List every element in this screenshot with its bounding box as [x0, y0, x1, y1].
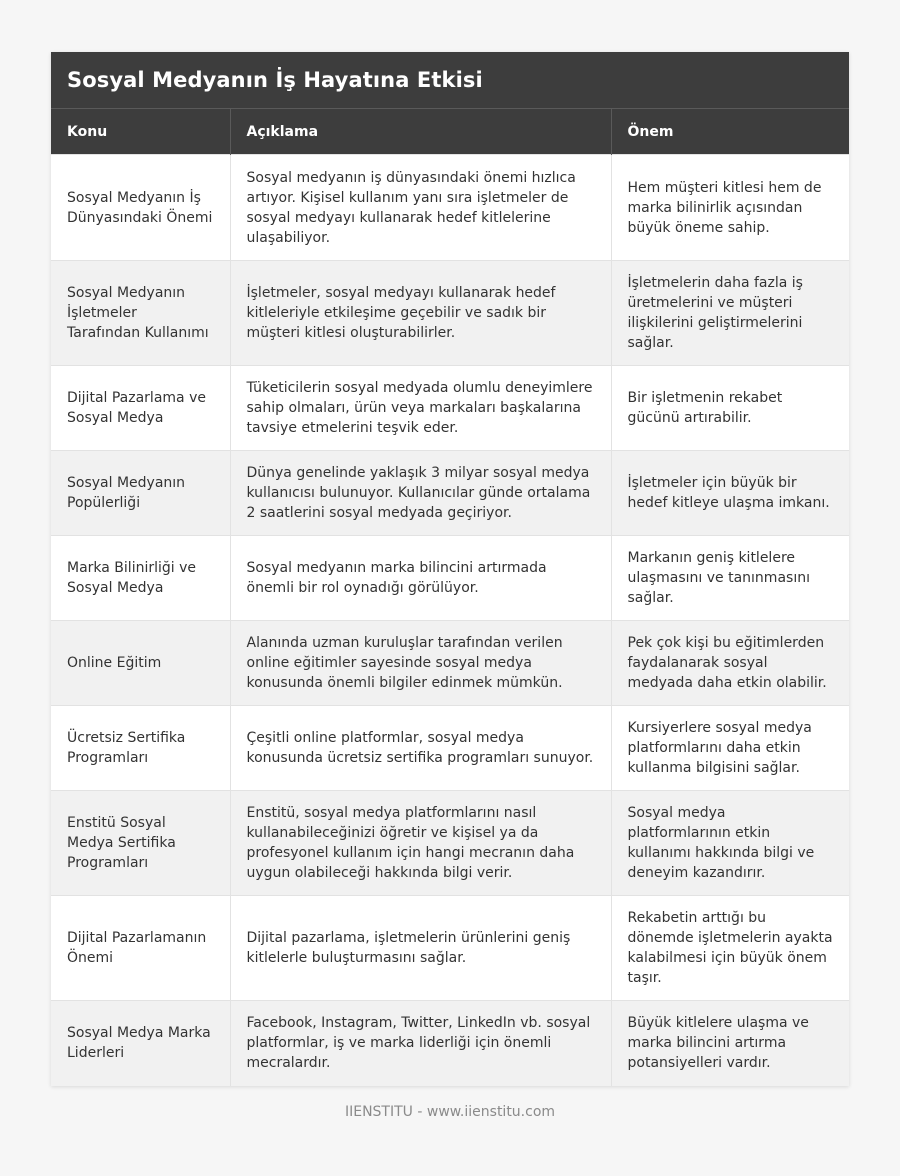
cell-onem: Hem müşteri kitlesi hem de marka bilinirlik açısından büyük öneme sahip.: [611, 155, 849, 261]
table-header-row: [51, 109, 849, 155]
cell-onem: Bir işletmenin rekabet gücünü artırabilir.: [611, 366, 849, 451]
cell-aciklama: İşletmeler, sosyal medyayı kullanarak hedef kitleleriyle etkileşime geçebilir ve sadık bir müşteri kitlesi oluşturabilirler.: [230, 261, 611, 366]
table-row: [51, 706, 849, 791]
table-row: [51, 366, 849, 451]
cell-konu: Dijital Pazarlama ve Sosyal Medya: [51, 366, 230, 451]
cell-konu: Ücretsiz Sertifika Programları: [51, 706, 230, 791]
cell-aciklama: Tüketicilerin sosyal medyada olumlu deneyimlere sahip olmaları, ürün veya markaları başkalarına tavsiye etmelerini teşvik eder.: [230, 366, 611, 451]
cell-onem: Pek çok kişi bu eğitimlerden faydalanarak sosyal medyada daha etkin olabilir.: [611, 621, 849, 706]
table-row: [51, 791, 849, 896]
header-onem: Önem: [611, 109, 849, 155]
page-title: Sosyal Medyanın İş Hayatına Etkisi: [67, 68, 483, 92]
cell-konu: Online Eğitim: [51, 621, 230, 706]
cell-konu: Sosyal Medyanın Popülerliği: [51, 451, 230, 536]
cell-onem: Kursiyerlere sosyal medya platformlarını daha etkin kullanma bilgisini sağlar.: [611, 706, 849, 791]
cell-konu: Sosyal Medyanın İş Dünyasındaki Önemi: [51, 155, 230, 261]
cell-konu: Enstitü Sosyal Medya Sertifika Programları: [51, 791, 230, 896]
cell-konu: Dijital Pazarlamanın Önemi: [51, 896, 230, 1001]
cell-aciklama: Çeşitli online platformlar, sosyal medya konusunda ücretsiz sertifika programları sunuyor.: [230, 706, 611, 791]
cell-aciklama: Sosyal medyanın marka bilincini artırmada önemli bir rol oynadığı görülüyor.: [230, 536, 611, 621]
table-row: [51, 451, 849, 536]
table-row: [51, 261, 849, 366]
cell-onem: Sosyal medya platformlarının etkin kullanımı hakkında bilgi ve deneyim kazandırır.: [611, 791, 849, 896]
cell-aciklama: Enstitü, sosyal medya platformlarını nasıl kullanabileceğinizi öğretir ve kişisel ya da profesyonel kullanım için hangi mecranın daha uygun olabileceği hakkında bilgi verir.: [230, 791, 611, 896]
table-row: [51, 155, 849, 261]
cell-aciklama: Dijital pazarlama, işletmelerin ürünlerini geniş kitlelerle buluşturmasını sağlar.: [230, 896, 611, 1001]
title-bar: [51, 52, 849, 108]
cell-onem: Rekabetin arttığı bu dönemde işletmelerin ayakta kalabilmesi için büyük önem taşır.: [611, 896, 849, 1001]
data-table: [51, 108, 849, 1086]
cell-onem: Markanın geniş kitlelere ulaşmasını ve tanınmasını sağlar.: [611, 536, 849, 621]
header-aciklama: Açıklama: [230, 109, 611, 155]
cell-aciklama: Facebook, Instagram, Twitter, LinkedIn vb. sosyal platformlar, iş ve marka liderliği için önemli mecralardır.: [230, 1001, 611, 1086]
table-row: [51, 1001, 849, 1086]
table-row: [51, 896, 849, 1001]
cell-onem: Büyük kitlelere ulaşma ve marka bilincini artırma potansiyelleri vardır.: [611, 1001, 849, 1086]
cell-konu: Sosyal Medyanın İşletmeler Tarafından Kullanımı: [51, 261, 230, 366]
content-card: [51, 52, 849, 1086]
cell-konu: Marka Bilinirliği ve Sosyal Medya: [51, 536, 230, 621]
cell-onem: İşletmelerin daha fazla iş üretmelerini ve müşteri ilişkilerini geliştirmelerini sağlar.: [611, 261, 849, 366]
cell-aciklama: Sosyal medyanın iş dünyasındaki önemi hızlıca artıyor. Kişisel kullanım yanı sıra işletmeler de sosyal medyayı kullanarak hedef kitlelerine ulaşabiliyor.: [230, 155, 611, 261]
cell-onem: İşletmeler için büyük bir hedef kitleye ulaşma imkanı.: [611, 451, 849, 536]
cell-konu: Sosyal Medya Marka Liderleri: [51, 1001, 230, 1086]
cell-aciklama: Dünya genelinde yaklaşık 3 milyar sosyal medya kullanıcısı bulunuyor. Kullanıcılar günde ortalama 2 saatlerini sosyal medyada geçiriyor.: [230, 451, 611, 536]
footer-credit: IIENSTITU - www.iienstitu.com: [344, 1104, 556, 1120]
table-row: [51, 536, 849, 621]
header-konu: Konu: [51, 109, 230, 155]
cell-aciklama: Alanında uzman kuruluşlar tarafından verilen online eğitimler sayesinde sosyal medya konusunda önemli bilgiler edinmek mümkün.: [230, 621, 611, 706]
table-row: [51, 621, 849, 706]
